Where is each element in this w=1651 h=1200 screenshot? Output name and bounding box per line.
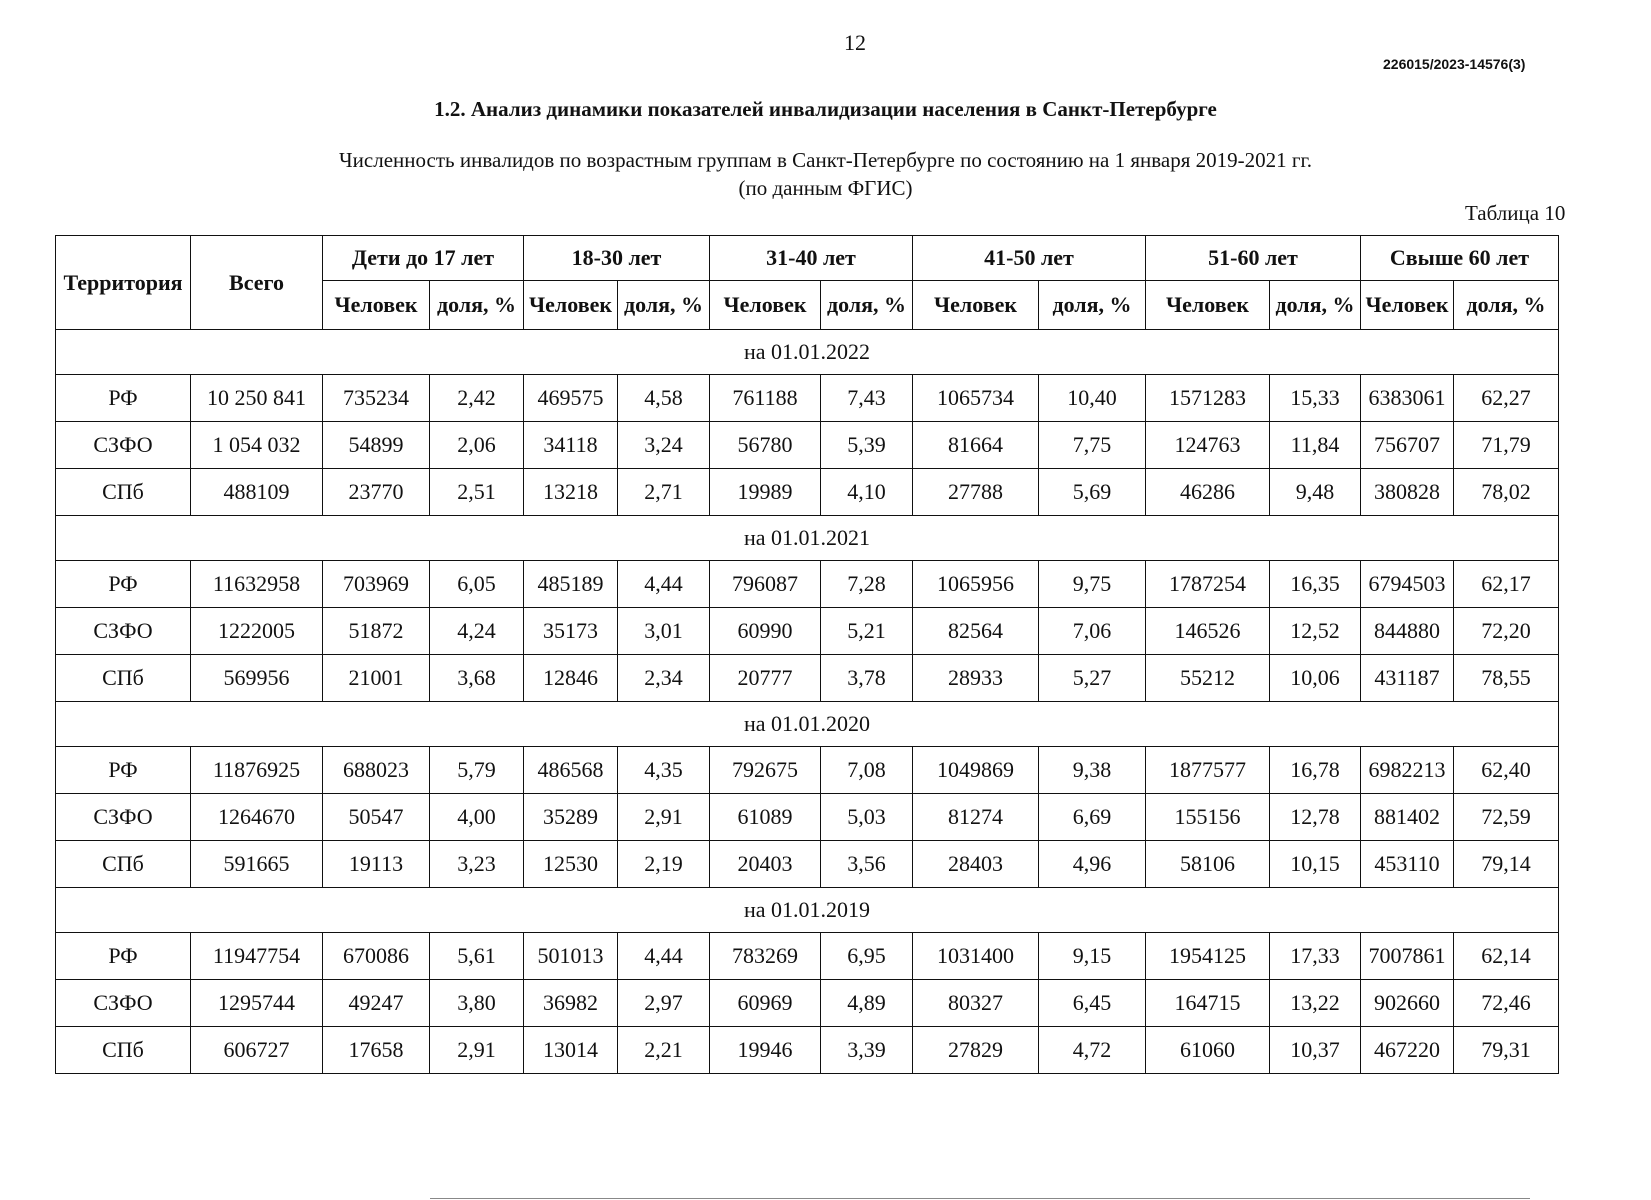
table-cell: 21001 — [323, 655, 430, 702]
table-cell: 688023 — [323, 747, 430, 794]
table-cell: 28933 — [913, 655, 1039, 702]
table-cell: 3,01 — [618, 608, 710, 655]
table-cell: 72,59 — [1454, 794, 1559, 841]
table-cell: 783269 — [710, 933, 821, 980]
table-cell: 49247 — [323, 980, 430, 1027]
table-row — [56, 933, 1559, 980]
table-cell: 2,42 — [430, 375, 524, 422]
table-cell: 50547 — [323, 794, 430, 841]
table-cell: 5,69 — [1039, 469, 1146, 516]
table-cell: 19989 — [710, 469, 821, 516]
table-cell: 12,52 — [1270, 608, 1361, 655]
header-share: доля, % — [430, 281, 524, 330]
table-cell: 3,80 — [430, 980, 524, 1027]
table-cell: 2,19 — [618, 841, 710, 888]
table-cell: 9,75 — [1039, 561, 1146, 608]
table-cell: 62,14 — [1454, 933, 1559, 980]
table-cell: 11,84 — [1270, 422, 1361, 469]
table-cell: 6,95 — [821, 933, 913, 980]
table-cell: 2,97 — [618, 980, 710, 1027]
territory-cell: РФ — [56, 933, 191, 980]
table-cell: 35173 — [524, 608, 618, 655]
table-cell: 7,08 — [821, 747, 913, 794]
table-row — [56, 422, 1559, 469]
table-cell: 1877577 — [1146, 747, 1270, 794]
table-cell: 82564 — [913, 608, 1039, 655]
table-cell: 2,91 — [618, 794, 710, 841]
table-row — [56, 747, 1559, 794]
table-cell: 56780 — [710, 422, 821, 469]
territory-cell: СЗФО — [56, 980, 191, 1027]
table-cell: 54899 — [323, 422, 430, 469]
table-cell: 12530 — [524, 841, 618, 888]
table-cell: 3,78 — [821, 655, 913, 702]
document-id: 226015/2023-14576(3) — [1383, 56, 1526, 72]
date-section-label: на 01.01.2021 — [56, 516, 1559, 561]
table-cell: 13218 — [524, 469, 618, 516]
table-cell: 5,39 — [821, 422, 913, 469]
table-cell: 4,00 — [430, 794, 524, 841]
header-group-31-40: 31-40 лет — [710, 236, 913, 281]
table-cell: 4,35 — [618, 747, 710, 794]
table-cell: 606727 — [191, 1027, 323, 1074]
table-row — [56, 469, 1559, 516]
table-cell: 51872 — [323, 608, 430, 655]
table-cell: 4,10 — [821, 469, 913, 516]
table-cell: 467220 — [1361, 1027, 1454, 1074]
section-title: 1.2. Анализ динамики показателей инвалидизации населения в Санкт-Петербурге — [434, 97, 1217, 121]
table-cell: 10,15 — [1270, 841, 1361, 888]
table-cell: 9,48 — [1270, 469, 1361, 516]
date-section-row — [56, 330, 1559, 375]
table-cell: 485189 — [524, 561, 618, 608]
table-cell: 5,21 — [821, 608, 913, 655]
table-cell: 7,28 — [821, 561, 913, 608]
table-cell: 670086 — [323, 933, 430, 980]
table-cell: 19946 — [710, 1027, 821, 1074]
table-cell: 1065956 — [913, 561, 1039, 608]
table-cell: 844880 — [1361, 608, 1454, 655]
table-cell: 55212 — [1146, 655, 1270, 702]
table-cell: 7007861 — [1361, 933, 1454, 980]
table-cell: 9,15 — [1039, 933, 1146, 980]
table-cell: 146526 — [1146, 608, 1270, 655]
table-cell: 4,44 — [618, 561, 710, 608]
table-cell: 17,33 — [1270, 933, 1361, 980]
table-cell: 4,24 — [430, 608, 524, 655]
table-cell: 1787254 — [1146, 561, 1270, 608]
table-cell: 6383061 — [1361, 375, 1454, 422]
header-group-18-30: 18-30 лет — [524, 236, 710, 281]
table-cell: 12846 — [524, 655, 618, 702]
header-people: Человек — [524, 281, 618, 330]
table-cell: 72,46 — [1454, 980, 1559, 1027]
table-cell: 164715 — [1146, 980, 1270, 1027]
territory-cell: СЗФО — [56, 794, 191, 841]
territory-cell: РФ — [56, 561, 191, 608]
table-cell: 124763 — [1146, 422, 1270, 469]
table-cell: 71,79 — [1454, 422, 1559, 469]
table-cell: 1571283 — [1146, 375, 1270, 422]
table-cell: 735234 — [323, 375, 430, 422]
table-cell: 20777 — [710, 655, 821, 702]
table-cell: 10 250 841 — [191, 375, 323, 422]
table-cell: 28403 — [913, 841, 1039, 888]
table-cell: 20403 — [710, 841, 821, 888]
table-cell: 11947754 — [191, 933, 323, 980]
table-cell: 61060 — [1146, 1027, 1270, 1074]
table-cell: 5,61 — [430, 933, 524, 980]
table-cell: 2,34 — [618, 655, 710, 702]
table-cell: 5,79 — [430, 747, 524, 794]
table-cell: 35289 — [524, 794, 618, 841]
date-section-row — [56, 516, 1559, 561]
table-cell: 3,56 — [821, 841, 913, 888]
caption-line-2: (по данным ФГИС) — [738, 176, 913, 200]
table-row — [56, 608, 1559, 655]
table-row — [56, 794, 1559, 841]
table-body — [56, 330, 1559, 1074]
table-cell: 78,55 — [1454, 655, 1559, 702]
table-cell: 10,06 — [1270, 655, 1361, 702]
table-cell: 58106 — [1146, 841, 1270, 888]
table-cell: 15,33 — [1270, 375, 1361, 422]
table-cell: 1954125 — [1146, 933, 1270, 980]
header-people: Человек — [1146, 281, 1270, 330]
table-cell: 2,06 — [430, 422, 524, 469]
table-cell: 4,96 — [1039, 841, 1146, 888]
table-cell: 60990 — [710, 608, 821, 655]
territory-cell: СПб — [56, 469, 191, 516]
table-cell: 78,02 — [1454, 469, 1559, 516]
date-section-label: на 01.01.2020 — [56, 702, 1559, 747]
table-cell: 16,35 — [1270, 561, 1361, 608]
table-cell: 27829 — [913, 1027, 1039, 1074]
table-cell: 4,58 — [618, 375, 710, 422]
territory-cell: РФ — [56, 375, 191, 422]
table-cell: 4,89 — [821, 980, 913, 1027]
table-cell: 80327 — [913, 980, 1039, 1027]
territory-cell: СПб — [56, 841, 191, 888]
header-people: Человек — [913, 281, 1039, 330]
table-cell: 4,44 — [618, 933, 710, 980]
table-row — [56, 1027, 1559, 1074]
table-cell: 72,20 — [1454, 608, 1559, 655]
table-cell: 453110 — [1361, 841, 1454, 888]
page-bottom-line — [430, 1198, 1530, 1199]
table-cell: 7,43 — [821, 375, 913, 422]
table-cell: 488109 — [191, 469, 323, 516]
table-row — [56, 561, 1559, 608]
table-cell: 756707 — [1361, 422, 1454, 469]
date-section-row — [56, 702, 1559, 747]
table-cell: 10,40 — [1039, 375, 1146, 422]
territory-cell: РФ — [56, 747, 191, 794]
table-cell: 1 054 032 — [191, 422, 323, 469]
table-cell: 469575 — [524, 375, 618, 422]
territory-cell: СПб — [56, 655, 191, 702]
table-cell: 7,06 — [1039, 608, 1146, 655]
table-cell: 591665 — [191, 841, 323, 888]
header-group-children: Дети до 17 лет — [323, 236, 524, 281]
table-cell: 703969 — [323, 561, 430, 608]
table-cell: 431187 — [1361, 655, 1454, 702]
table-cell: 3,24 — [618, 422, 710, 469]
header-share: доля, % — [1039, 281, 1146, 330]
table-cell: 13,22 — [1270, 980, 1361, 1027]
table-cell: 902660 — [1361, 980, 1454, 1027]
header-group-over-60: Свыше 60 лет — [1361, 236, 1559, 281]
table-cell: 6982213 — [1361, 747, 1454, 794]
table-cell: 79,31 — [1454, 1027, 1559, 1074]
table-container — [55, 235, 1559, 1074]
table-cell: 1295744 — [191, 980, 323, 1027]
table-cell: 19113 — [323, 841, 430, 888]
table-cell: 1222005 — [191, 608, 323, 655]
header-total: Всего — [191, 236, 323, 330]
table-row — [56, 375, 1559, 422]
table-cell: 23770 — [323, 469, 430, 516]
caption-line-1: Численность инвалидов по возрастным группам в Санкт-Петербурге по состоянию на 1 января 2019-2021 гг. — [339, 148, 1312, 172]
table-cell: 1049869 — [913, 747, 1039, 794]
table-cell: 36982 — [524, 980, 618, 1027]
table-cell: 9,38 — [1039, 747, 1146, 794]
table-cell: 5,27 — [1039, 655, 1146, 702]
header-share: доля, % — [821, 281, 913, 330]
table-cell: 761188 — [710, 375, 821, 422]
table-cell: 792675 — [710, 747, 821, 794]
territory-cell: СПб — [56, 1027, 191, 1074]
page-number: 12 — [844, 30, 866, 55]
table-cell: 2,51 — [430, 469, 524, 516]
table-cell: 11876925 — [191, 747, 323, 794]
table-cell: 6,69 — [1039, 794, 1146, 841]
header-territory: Территория — [56, 236, 191, 330]
table-cell: 486568 — [524, 747, 618, 794]
table-caption — [0, 146, 1651, 202]
table-cell: 7,75 — [1039, 422, 1146, 469]
date-section-row — [56, 888, 1559, 933]
date-section-label: на 01.01.2019 — [56, 888, 1559, 933]
header-group-51-60: 51-60 лет — [1146, 236, 1361, 281]
table-cell: 1264670 — [191, 794, 323, 841]
table-cell: 10,37 — [1270, 1027, 1361, 1074]
table-cell: 6,45 — [1039, 980, 1146, 1027]
table-cell: 6,05 — [430, 561, 524, 608]
header-share: доля, % — [1454, 281, 1559, 330]
date-section-label: на 01.01.2022 — [56, 330, 1559, 375]
table-cell: 569956 — [191, 655, 323, 702]
table-row — [56, 980, 1559, 1027]
table-cell: 79,14 — [1454, 841, 1559, 888]
table-cell: 881402 — [1361, 794, 1454, 841]
territory-cell: СЗФО — [56, 422, 191, 469]
table-cell: 62,17 — [1454, 561, 1559, 608]
header-people: Человек — [323, 281, 430, 330]
table-cell: 46286 — [1146, 469, 1270, 516]
table-cell: 155156 — [1146, 794, 1270, 841]
table-cell: 4,72 — [1039, 1027, 1146, 1074]
table-cell: 5,03 — [821, 794, 913, 841]
table-cell: 60969 — [710, 980, 821, 1027]
table-row — [56, 841, 1559, 888]
header-share: доля, % — [618, 281, 710, 330]
table-number: Таблица 10 — [1465, 201, 1566, 225]
table-cell: 62,27 — [1454, 375, 1559, 422]
table-cell: 6794503 — [1361, 561, 1454, 608]
table-cell: 16,78 — [1270, 747, 1361, 794]
table-cell: 17658 — [323, 1027, 430, 1074]
table-cell: 3,68 — [430, 655, 524, 702]
header-group-41-50: 41-50 лет — [913, 236, 1146, 281]
table-cell: 11632958 — [191, 561, 323, 608]
table-cell: 61089 — [710, 794, 821, 841]
header-people: Человек — [1361, 281, 1454, 330]
table-cell: 12,78 — [1270, 794, 1361, 841]
table-cell: 62,40 — [1454, 747, 1559, 794]
header-row-groups — [56, 236, 1559, 281]
table-cell: 27788 — [913, 469, 1039, 516]
disability-table — [55, 235, 1559, 1074]
table-cell: 2,21 — [618, 1027, 710, 1074]
table-cell: 380828 — [1361, 469, 1454, 516]
table-cell: 1065734 — [913, 375, 1039, 422]
table-cell: 3,23 — [430, 841, 524, 888]
territory-cell: СЗФО — [56, 608, 191, 655]
table-cell: 1031400 — [913, 933, 1039, 980]
header-share: доля, % — [1270, 281, 1361, 330]
table-cell: 13014 — [524, 1027, 618, 1074]
table-cell: 501013 — [524, 933, 618, 980]
table-cell: 3,39 — [821, 1027, 913, 1074]
table-cell: 2,71 — [618, 469, 710, 516]
table-cell: 796087 — [710, 561, 821, 608]
table-row — [56, 655, 1559, 702]
table-cell: 81274 — [913, 794, 1039, 841]
table-cell: 81664 — [913, 422, 1039, 469]
table-cell: 2,91 — [430, 1027, 524, 1074]
header-people: Человек — [710, 281, 821, 330]
table-cell: 34118 — [524, 422, 618, 469]
